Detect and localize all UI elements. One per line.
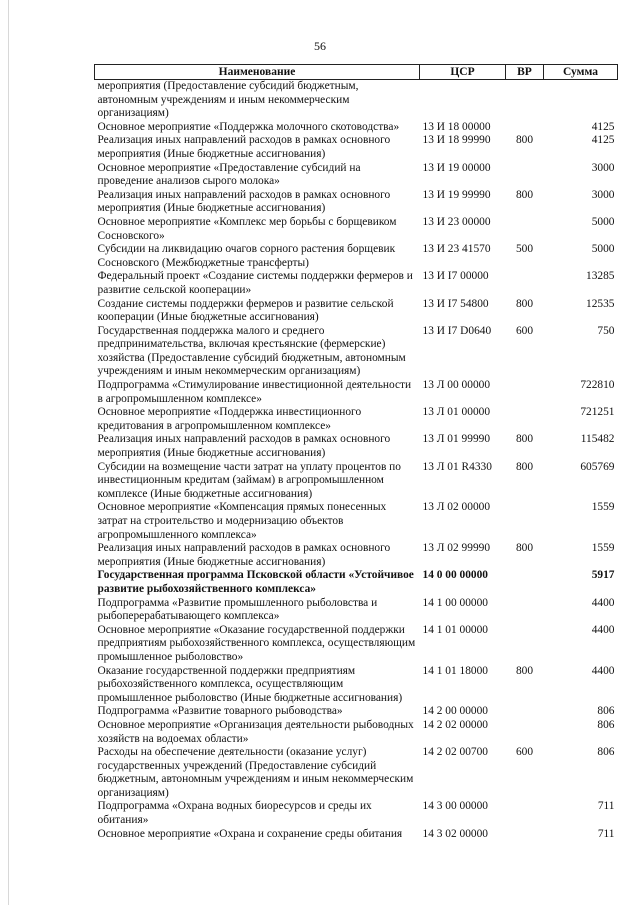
cell-csr: 13 И 23 00000	[422, 215, 491, 228]
table-body	[95, 80, 618, 842]
table-row	[95, 705, 618, 719]
table-row	[95, 719, 618, 746]
cell-csr: 14 1 00 00000	[422, 596, 488, 609]
table-row	[95, 80, 618, 121]
table-row	[95, 379, 618, 406]
cell-sum: 4125	[591, 120, 615, 133]
cell-name: Реализация иных направлений расходов в рамках основного мероприятия (Иные бюджетные ассигнования)	[97, 542, 391, 568]
cell-vr: 800	[515, 134, 534, 147]
table-row	[95, 325, 618, 379]
cell-vr	[506, 569, 544, 596]
table-row	[95, 597, 618, 624]
table-row	[95, 216, 618, 243]
table-row	[95, 162, 618, 189]
cell-name: Основное мероприятие «Охрана и сохранение среды обитания	[97, 827, 403, 840]
cell-sum: 115482	[580, 433, 615, 446]
cell-name: Расходы на обеспечение деятельности (оказание услуг) государственных учреждений (Предоставление субсидий бюджетным, автономным учреждениям и иным некоммерческим организациям)	[97, 746, 414, 799]
cell-sum: 806	[597, 746, 615, 759]
budget-table	[94, 64, 618, 841]
cell-name: Субсидии на возмещение части затрат на уплату процентов по инвестиционным кредитам (займам) в агропромышленном комплексе (Иные бюджетные ассигнования)	[97, 460, 401, 500]
cell-name: Основное мероприятие «Комплекс мер борьбы с борщевиком Сосновского»	[97, 215, 397, 242]
cell-csr: 13 Л 01 00000	[422, 406, 491, 419]
cell-name: Основное мероприятие «Оказание государственной поддержки предприятиям рыбохозяйственного комплекса, осуществляющим промышленное рыболовство»	[97, 623, 416, 663]
table-header-row	[95, 65, 618, 80]
cell-name: Реализация иных направлений расходов в рамках основного мероприятия (Иные бюджетные ассигнования)	[97, 134, 391, 160]
cell-name: Основное мероприятие «Организация деятельности рыбоводных хозяйств на водоемах области»	[97, 718, 414, 745]
cell-sum: 711	[597, 800, 615, 813]
cell-name: Реализация иных направлений расходов в рамках основного мероприятия (Иные бюджетные ассигнования)	[97, 188, 391, 215]
cell-sum: 12535	[586, 297, 615, 310]
column-header-sum: Сумма	[544, 65, 618, 80]
cell-csr: 13 И 19 99990	[422, 188, 491, 201]
cell-csr: 13 И I7 54800	[422, 297, 489, 310]
table-row	[95, 298, 618, 325]
cell-vr	[506, 216, 544, 243]
cell-vr	[506, 270, 544, 297]
cell-vr: 800	[515, 664, 534, 677]
cell-name: Подпрограмма «Развитие промышленного рыболовства и рыбоперерабатывающего комплекса»	[97, 596, 378, 623]
cell-sum: 1559	[591, 542, 615, 555]
table-row	[95, 433, 618, 460]
cell-name: Создание системы поддержки фермеров и развитие сельской кооперации (Иные бюджетные ассигнования)	[97, 297, 394, 324]
cell-vr: 600	[515, 324, 534, 337]
cell-sum: 3000	[591, 161, 615, 174]
cell-vr: 800	[515, 188, 534, 201]
cell-vr: 500	[515, 243, 534, 256]
table-row	[95, 134, 618, 161]
cell-csr: 13 Л 00 00000	[422, 379, 491, 392]
cell-vr	[506, 162, 544, 189]
cell-sum: 722810	[580, 379, 615, 392]
cell-csr: 13 И 18 00000	[422, 120, 491, 133]
cell-vr: 800	[515, 433, 534, 446]
column-header-csr: ЦСР	[420, 65, 506, 80]
page-number: 56	[314, 39, 326, 53]
scan-edge-line	[8, 0, 9, 905]
cell-name: Государственная программа Псковской области «Устойчивое развитие рыбохозяйственного комплекса»	[97, 569, 414, 595]
cell-sum: 13285	[586, 270, 615, 283]
cell-csr: 14 1 01 18000	[422, 664, 488, 677]
cell-vr	[506, 800, 544, 827]
cell-name: Субсидии на ликвидацию очагов сорного растения борщевик Сосновского (Межбюджетные трансферты)	[97, 243, 396, 269]
cell-vr: 600	[515, 746, 534, 759]
table-row	[95, 121, 618, 135]
cell-vr	[506, 719, 544, 746]
cell-name: Подпрограмма «Стимулирование инвестиционной деятельности в агропромышленном комплексе»	[97, 379, 412, 405]
cell-csr: 13 И I7 00000	[422, 270, 489, 283]
cell-sum: 5917	[591, 569, 615, 582]
cell-sum: 750	[597, 324, 615, 337]
cell-name: Подпрограмма «Развитие товарного рыбоводства»	[97, 705, 343, 718]
cell-csr: 13 И 19 00000	[422, 161, 491, 174]
cell-csr: 13 И 23 41570	[422, 243, 491, 256]
cell-sum: 5000	[591, 243, 615, 256]
cell-sum: 806	[597, 705, 615, 718]
cell-name: Оказание государственной поддержки предприятиям рыбохозяйственного комплекса, осуществляющим промышленное рыболовство (Иные бюджетные ассигнования)	[97, 664, 403, 704]
cell-csr: 14 3 00 00000	[422, 800, 488, 813]
cell-csr: 13 Л 02 00000	[422, 501, 491, 514]
cell-vr	[506, 501, 544, 542]
cell-vr: 800	[515, 542, 534, 555]
cell-sum: 721251	[580, 406, 615, 419]
cell-sum: 3000	[591, 188, 615, 201]
table-row	[95, 501, 618, 542]
table-row	[95, 746, 618, 800]
cell-vr	[506, 705, 544, 719]
table-row	[95, 542, 618, 569]
cell-name: Реализация иных направлений расходов в рамках основного мероприятия (Иные бюджетные ассигнования)	[97, 433, 391, 460]
cell-name: Основное мероприятие «Поддержка инвестиционного кредитования в агропромышленном комплексе»	[97, 406, 362, 432]
cell-csr: 14 2 02 00000	[422, 718, 488, 731]
cell-name: Основное мероприятие «Поддержка молочного скотоводства»	[97, 120, 400, 133]
cell-vr	[506, 597, 544, 624]
cell-name: Основное мероприятие «Предоставление субсидий на проведение анализов сырого молока»	[97, 161, 361, 188]
cell-sum: 4400	[591, 623, 615, 636]
table-row	[95, 270, 618, 297]
cell-vr	[506, 624, 544, 665]
cell-name: мероприятия (Предоставление субсидий бюджетным, автономным учреждениям и иным некоммерческим организациям)	[97, 80, 359, 120]
cell-csr: 13 И 18 99990	[422, 134, 491, 147]
table-row	[95, 665, 618, 706]
cell-sum: 4400	[591, 596, 615, 609]
cell-vr	[506, 80, 544, 121]
cell-sum: 4400	[591, 664, 615, 677]
table-row	[95, 569, 618, 596]
cell-csr: 14 2 00 00000	[422, 705, 488, 718]
cell-csr: 13 И I7 D0640	[422, 324, 492, 337]
table-row	[95, 189, 618, 216]
table-row	[95, 461, 618, 502]
cell-sum: 711	[597, 827, 615, 840]
cell-csr: 13 Л 02 99990	[422, 542, 491, 555]
table-row	[95, 624, 618, 665]
cell-sum: 5000	[591, 215, 615, 228]
cell-csr: 14 1 01 00000	[422, 623, 488, 636]
cell-name: Основное мероприятие «Компенсация прямых понесенных затрат на строительство и модернизацию объектов агропромышленного комплекса»	[97, 501, 387, 541]
cell-vr	[506, 828, 544, 842]
cell-sum: 806	[597, 718, 615, 731]
cell-vr	[506, 406, 544, 433]
column-header-vr: ВР	[506, 65, 544, 80]
cell-sum	[544, 80, 618, 121]
table-row	[95, 828, 618, 842]
cell-csr	[420, 80, 506, 121]
column-header-name: Наименование	[95, 65, 420, 80]
cell-vr	[506, 121, 544, 135]
cell-vr	[506, 379, 544, 406]
cell-sum: 605769	[580, 460, 615, 473]
cell-csr: 13 Л 01 R4330	[422, 460, 492, 473]
table-row	[95, 406, 618, 433]
cell-name: Государственная поддержка малого и среднего предпринимательства, включая крестьянские (фермерские) хозяйства (Предоставление субсидий бюджетным, автономным учреждениям и иным некоммерческим организациям)	[97, 324, 406, 378]
cell-sum: 1559	[591, 501, 615, 514]
table-row	[95, 243, 618, 270]
cell-vr: 800	[515, 460, 534, 473]
cell-csr: 13 Л 01 99990	[422, 433, 491, 446]
cell-sum: 4125	[591, 134, 615, 147]
cell-csr: 14 3 02 00000	[422, 827, 488, 840]
cell-vr: 800	[515, 297, 534, 310]
cell-csr: 14 0 00 00000	[422, 569, 488, 582]
table-row	[95, 800, 618, 827]
cell-name: Подпрограмма «Охрана водных биоресурсов и среды их обитания»	[97, 800, 372, 827]
cell-name: Федеральный проект «Создание системы поддержки фермеров и развитие сельской кооперации»	[97, 270, 413, 296]
cell-csr: 14 2 02 00700	[422, 746, 488, 759]
